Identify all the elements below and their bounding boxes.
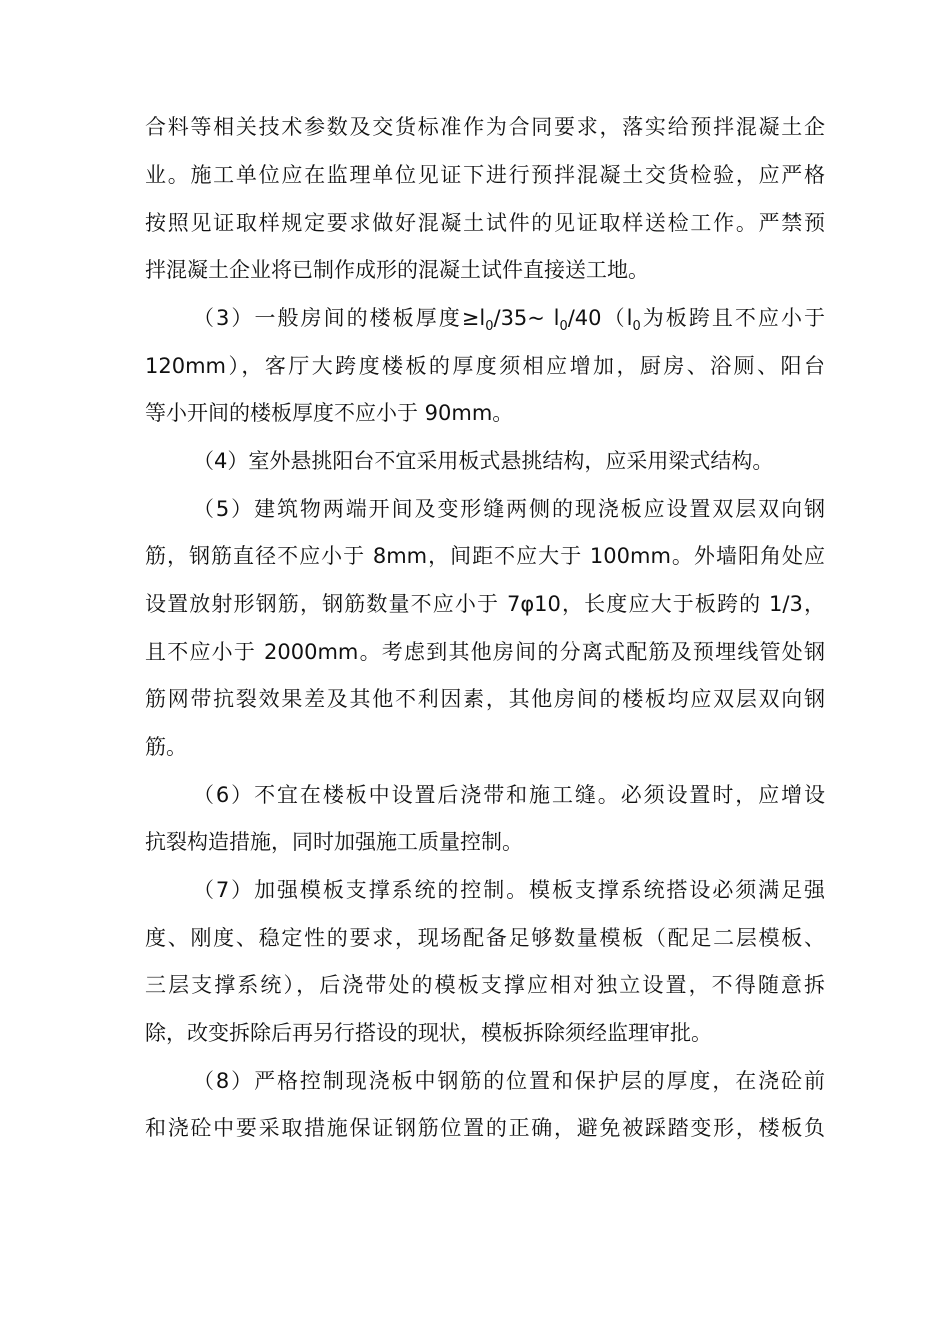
text-line: 业。施工单位应在监理单位见证下进行预拌混凝土交货检验，应严格 xyxy=(145,163,825,187)
text-segment: /40（l xyxy=(567,306,633,330)
subscript: 0 xyxy=(485,319,494,334)
text-line: 和浇砼中要采取措施保证钢筋位置的正确，避免被踩踏变形，楼板负 xyxy=(145,1116,825,1140)
text-line: 120mm），客厅大跨度楼板的厚度须相应增加，厨房、浴厕、阳台 xyxy=(145,354,825,378)
text-line: （6）不宜在楼板中设置后浇带和施工缝。必须设置时，应增设 xyxy=(193,783,825,807)
text-line: 度、刚度、稳定性的要求，现场配备足够数量模板（配足二层模板、 xyxy=(145,926,825,950)
text-line: 筋。 xyxy=(145,735,187,759)
text-line: 且不应小于 2000mm。考虑到其他房间的分离式配筋及预埋线管处钢 xyxy=(145,640,825,664)
text-line: 三层支撑系统），后浇带处的模板支撑应相对独立设置，不得随意拆 xyxy=(145,973,825,997)
text-line: 除，改变拆除后再另行搭设的现状，模板拆除须经监理审批。 xyxy=(145,1021,712,1045)
subscript: 0 xyxy=(632,319,641,334)
text-line: 按照见证取样规定要求做好混凝土试件的见证取样送检工作。严禁预 xyxy=(145,211,825,235)
text-line: 设置放射形钢筋，钢筋数量不应小于 7φ10，长度应大于板跨的 1/3， xyxy=(145,592,825,616)
text-segment: 为板跨且不应小于 xyxy=(640,306,826,330)
text-segment: /35~ l xyxy=(493,306,560,330)
text-line: （7）加强模板支撑系统的控制。模板支撑系统搭设必须满足强 xyxy=(193,878,825,902)
text-line: 筋，钢筋直径不应小于 8mm，间距不应大于 100mm。外墙阳角处应 xyxy=(145,544,825,568)
text-line: （5）建筑物两端开间及变形缝两侧的现浇板应设置双层双向钢 xyxy=(193,497,825,521)
text-line: 抗裂构造措施，同时加强施工质量控制。 xyxy=(145,830,523,854)
text-line: 拌混凝土企业将已制作成形的混凝土试件直接送工地。 xyxy=(145,258,649,282)
text-line: （8）严格控制现浇板中钢筋的位置和保护层的厚度，在浇砼前 xyxy=(193,1069,825,1093)
text-line: 合料等相关技术参数及交货标准作为合同要求，落实给预拌混凝土企 xyxy=(145,115,825,139)
text-line: （4）室外悬挑阳台不宜采用板式悬挑结构，应采用梁式结构。 xyxy=(193,449,774,473)
text-line xyxy=(193,304,825,332)
text-line: 等小开间的楼板厚度不应小于 90mm。 xyxy=(145,401,514,425)
text-segment: （3）一般房间的楼板厚度≥l xyxy=(193,306,486,330)
subscript: 0 xyxy=(559,319,568,334)
text-line: 筋网带抗裂效果差及其他不利因素，其他房间的楼板均应双层双向钢 xyxy=(145,687,825,711)
